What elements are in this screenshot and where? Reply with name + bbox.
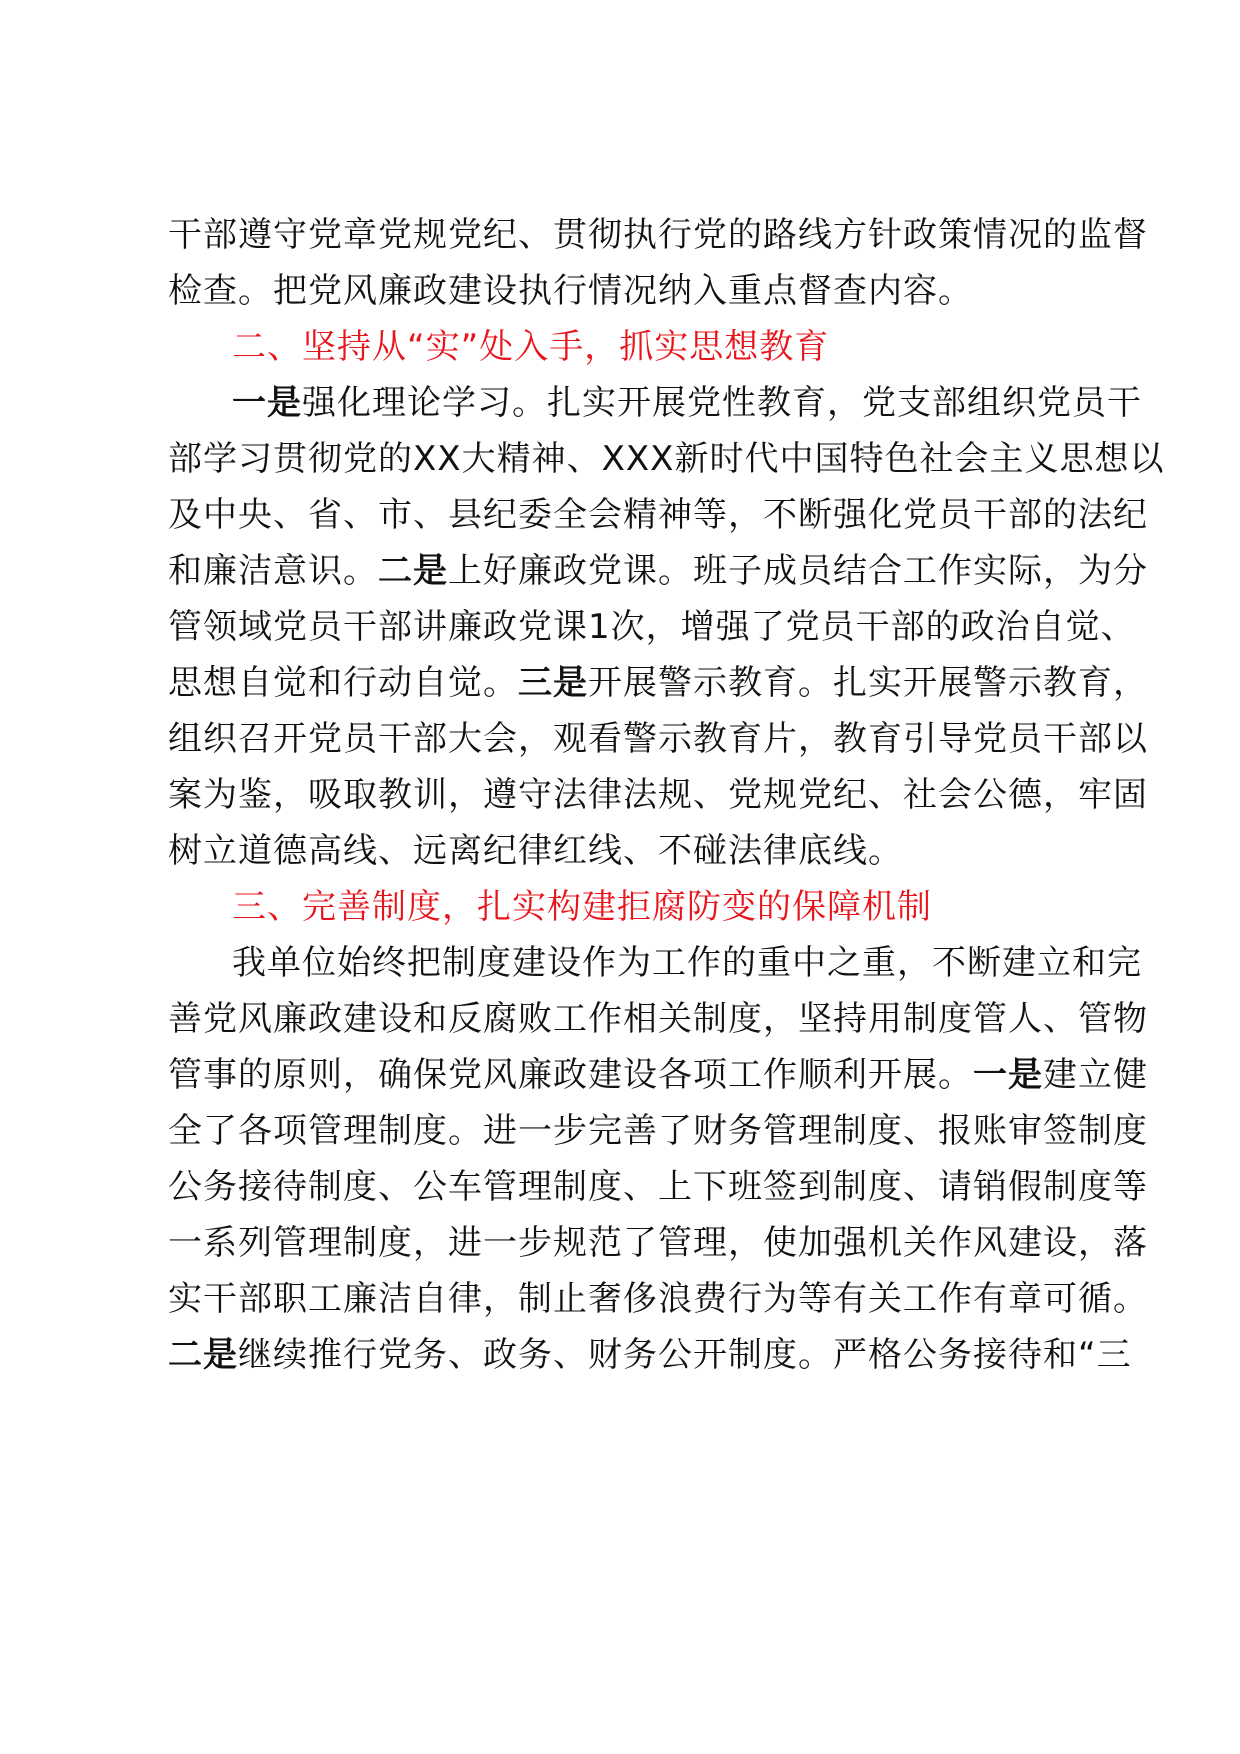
body-text: 开展警示教育。扎实开展警示教育， — [588, 663, 1148, 703]
body-text: 公务接待制度、公车管理制度、上下班签到制度、请销假制度等 — [168, 1167, 1148, 1207]
body-text: 继续推行党务、政务、财务公开制度。严格公务接待和“三 — [238, 1335, 1132, 1375]
body-text: 管领域党员干部讲廉政党课1次，增强了党员干部的政治自觉、 — [168, 607, 1136, 647]
body-line — [168, 999, 1148, 1039]
body-line — [168, 1223, 1148, 1263]
body-text: 及中央、省、市、县纪委全会精神等，不断强化党员干部的法纪 — [168, 495, 1148, 535]
body-line — [168, 1111, 1148, 1151]
body-text: 上好廉政党课。班子成员结合工作实际，为分 — [448, 551, 1148, 591]
body-line — [168, 775, 1148, 815]
heading-text: 二、坚持从“实”处入手，抓实思想教育 — [232, 327, 830, 367]
body-text: 管事的原则，确保党风廉政建设各项工作顺利开展。 — [168, 1055, 973, 1095]
ordinal-label: 一是 — [232, 383, 302, 423]
body-line — [168, 271, 973, 311]
section-heading-2 — [232, 327, 829, 367]
body-line — [232, 943, 1142, 983]
body-line — [168, 831, 903, 871]
body-line — [168, 215, 1148, 255]
ordinal-label: 三是 — [518, 663, 588, 703]
ordinal-label: 二是 — [168, 1335, 238, 1375]
body-text: 全了各项管理制度。进一步完善了财务管理制度、报账审签制度 — [168, 1111, 1148, 1151]
body-line — [232, 383, 1142, 423]
body-text: 组织召开党员干部大会，观看警示教育片，教育引导党员干部以 — [168, 719, 1148, 759]
body-text: 案为鉴，吸取教训，遵守法律法规、党规党纪、社会公德，牢固 — [168, 775, 1148, 815]
body-text: 一系列管理制度，进一步规范了管理，使加强机关作风建设，落 — [168, 1223, 1148, 1263]
section-heading-3 — [232, 887, 932, 927]
body-text: 和廉洁意识。 — [168, 551, 378, 591]
body-text: 部学习贯彻党的XX大精神、XXX新时代中国特色社会主义思想以 — [168, 439, 1165, 479]
body-line — [168, 719, 1148, 759]
body-line — [168, 1055, 1148, 1095]
body-line — [168, 607, 1136, 647]
ordinal-label: 二是 — [378, 551, 448, 591]
body-text: 强化理论学习。扎实开展党性教育，党支部组织党员干 — [302, 383, 1142, 423]
body-line — [168, 551, 1148, 591]
body-line — [168, 663, 1148, 703]
body-line — [168, 1335, 1132, 1375]
body-line — [168, 1279, 1148, 1319]
body-text: 我单位始终把制度建设作为工作的重中之重，不断建立和完 — [232, 943, 1142, 983]
body-text: 树立道德高线、远离纪律红线、不碰法律底线。 — [168, 831, 903, 871]
body-text: 干部遵守党章党规党纪、贯彻执行党的路线方针政策情况的监督 — [168, 215, 1148, 255]
body-line — [168, 495, 1148, 535]
ordinal-label: 一是 — [973, 1055, 1043, 1095]
body-text: 建立健 — [1043, 1055, 1148, 1095]
body-text: 实干部职工廉洁自律，制止奢侈浪费行为等有关工作有章可循。 — [168, 1279, 1148, 1319]
body-line — [168, 1167, 1148, 1207]
body-text: 检查。把党风廉政建设执行情况纳入重点督查内容。 — [168, 271, 973, 311]
heading-text: 三、完善制度，扎实构建拒腐防变的保障机制 — [232, 887, 932, 927]
body-line — [168, 439, 1164, 479]
body-text: 思想自觉和行动自觉。 — [168, 663, 518, 703]
body-text: 善党风廉政建设和反腐败工作相关制度，坚持用制度管人、管物 — [168, 999, 1148, 1039]
